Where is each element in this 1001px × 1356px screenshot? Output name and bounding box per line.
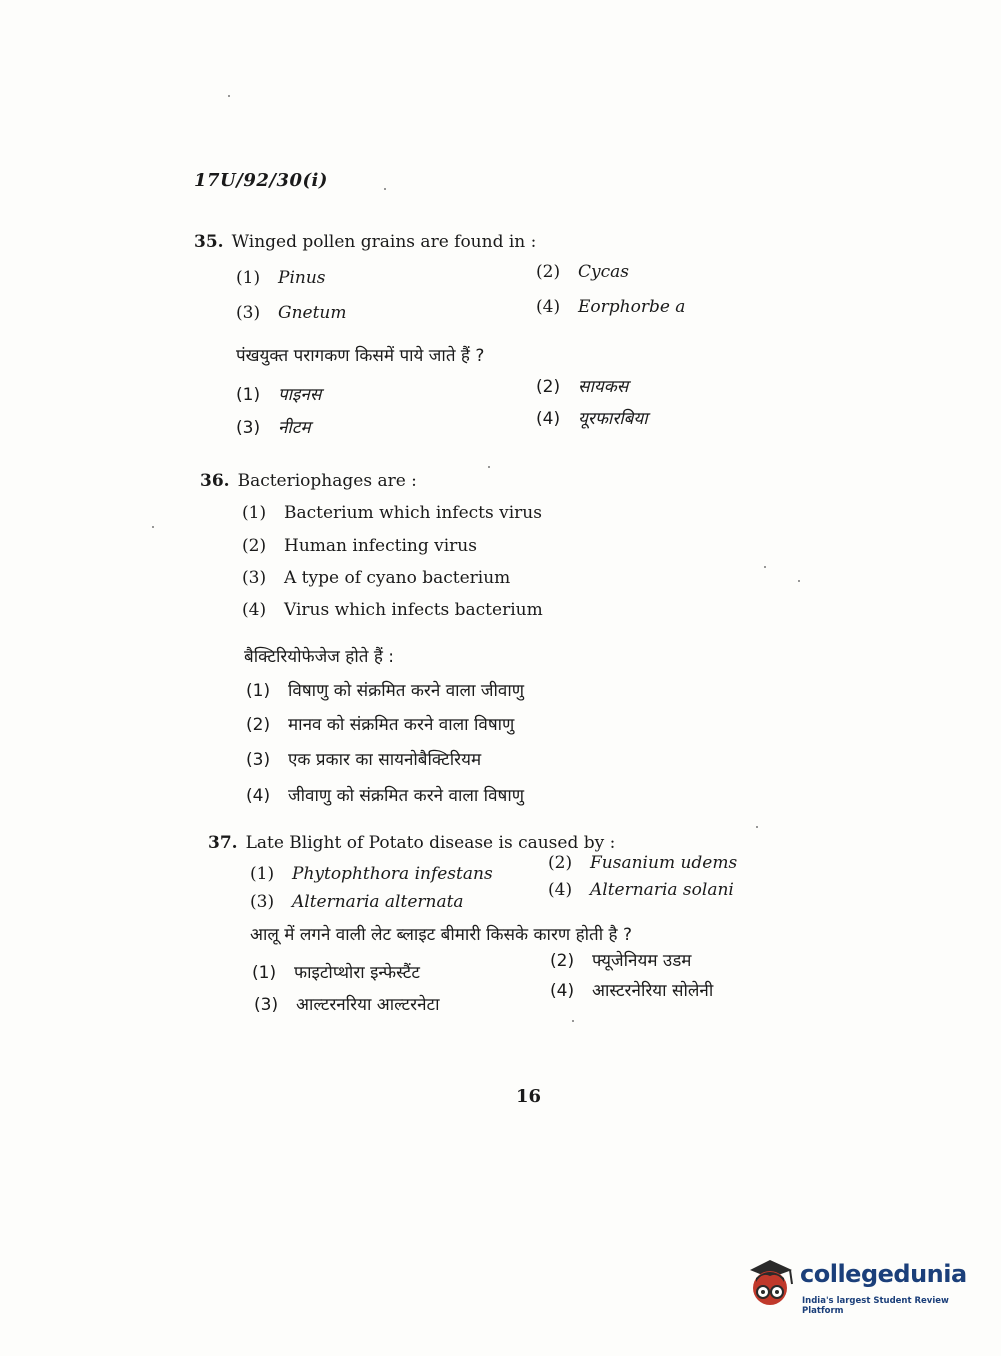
option-37-1-en: (1) Phytophthora infestans bbox=[250, 864, 493, 884]
option-37-3-hi: (3) आल्टरनरिया आल्टरनेटा bbox=[254, 995, 440, 1015]
option-36-2-en: (2) Human infecting virus bbox=[242, 536, 477, 556]
option-37-1-hi: (1) फाइटोप्थोरा इन्फेस्टैंट bbox=[252, 963, 420, 983]
option-36-1-en: (1) Bacterium which infects virus bbox=[242, 503, 542, 523]
option-36-3-hi: (3) एक प्रकार का सायनोबैक्टिरियम bbox=[246, 750, 482, 770]
paper-code: 17U/92/30(i) bbox=[194, 170, 328, 191]
scan-speck bbox=[798, 580, 800, 582]
scan-speck bbox=[572, 1020, 574, 1022]
question-text-en: Winged pollen grains are found in : bbox=[231, 232, 537, 252]
scan-speck bbox=[764, 566, 766, 568]
question-37 bbox=[208, 833, 615, 853]
option-35-3-en: (3) Gnetum bbox=[236, 303, 347, 323]
question-number: 35. bbox=[194, 232, 224, 252]
question-text-hi: बैक्टिरियोफेजेज होते हैं : bbox=[244, 647, 394, 667]
mascot-icon bbox=[740, 1254, 798, 1312]
logo-wordmark: collegedunia bbox=[800, 1260, 967, 1288]
option-35-2-hi: (2) सायकस bbox=[536, 377, 629, 397]
option-35-3-hi: (3) नीटम bbox=[236, 418, 311, 438]
option-36-4-hi: (4) जीवाणु को संक्रमित करने वाला विषाणु bbox=[246, 786, 525, 806]
scan-speck bbox=[152, 526, 154, 528]
option-35-4-hi: (4) यूरफारबिया bbox=[536, 409, 648, 429]
option-35-1-en: (1) Pinus bbox=[236, 268, 326, 288]
option-36-4-en: (4) Virus which infects bacterium bbox=[242, 600, 543, 620]
page-number: 16 bbox=[516, 1086, 542, 1107]
collegedunia-logo bbox=[740, 1250, 970, 1320]
question-number: 37. bbox=[208, 833, 238, 853]
scan-speck bbox=[756, 826, 758, 828]
option-36-2-hi: (2) मानव को संक्रमित करने वाला विषाणु bbox=[246, 715, 515, 735]
question-36 bbox=[200, 471, 417, 491]
scan-speck bbox=[488, 466, 490, 468]
question-text-en: Bacteriophages are : bbox=[237, 471, 417, 491]
option-36-1-hi: (1) विषाणु को संक्रमित करने वाला जीवाणु bbox=[246, 681, 525, 701]
option-37-4-en: (4) Alternaria solani bbox=[548, 880, 734, 900]
scan-speck bbox=[384, 188, 386, 190]
option-35-4-en: (4) Eorphorbe a bbox=[536, 297, 686, 317]
option-35-2-en: (2) Cycas bbox=[536, 262, 629, 282]
question-text-hi: पंखयुक्त परागकण किसमें पाये जाते हैं ? bbox=[236, 346, 485, 366]
question-text-hi: आलू में लगने वाली लेट ब्लाइट बीमारी किसके कारण होती है ? bbox=[250, 925, 632, 945]
option-37-2-hi: (2) फ्यूजेनियम उडम bbox=[550, 951, 692, 971]
question-text-en: Late Blight of Potato disease is caused by : bbox=[245, 833, 616, 853]
logo-tagline: India's largest Student Review Platform bbox=[802, 1296, 949, 1316]
option-35-1-hi: (1) पाइनस bbox=[236, 385, 322, 405]
scan-speck bbox=[228, 95, 230, 97]
question-35 bbox=[194, 232, 536, 252]
option-37-2-en: (2) Fusanium udems bbox=[548, 853, 738, 873]
question-number: 36. bbox=[200, 471, 230, 491]
option-37-4-hi: (4) आस्टरनेरिया सोलेनी bbox=[550, 981, 714, 1001]
option-36-3-en: (3) A type of cyano bacterium bbox=[242, 568, 511, 588]
option-37-3-en: (3) Alternaria alternata bbox=[250, 892, 464, 912]
